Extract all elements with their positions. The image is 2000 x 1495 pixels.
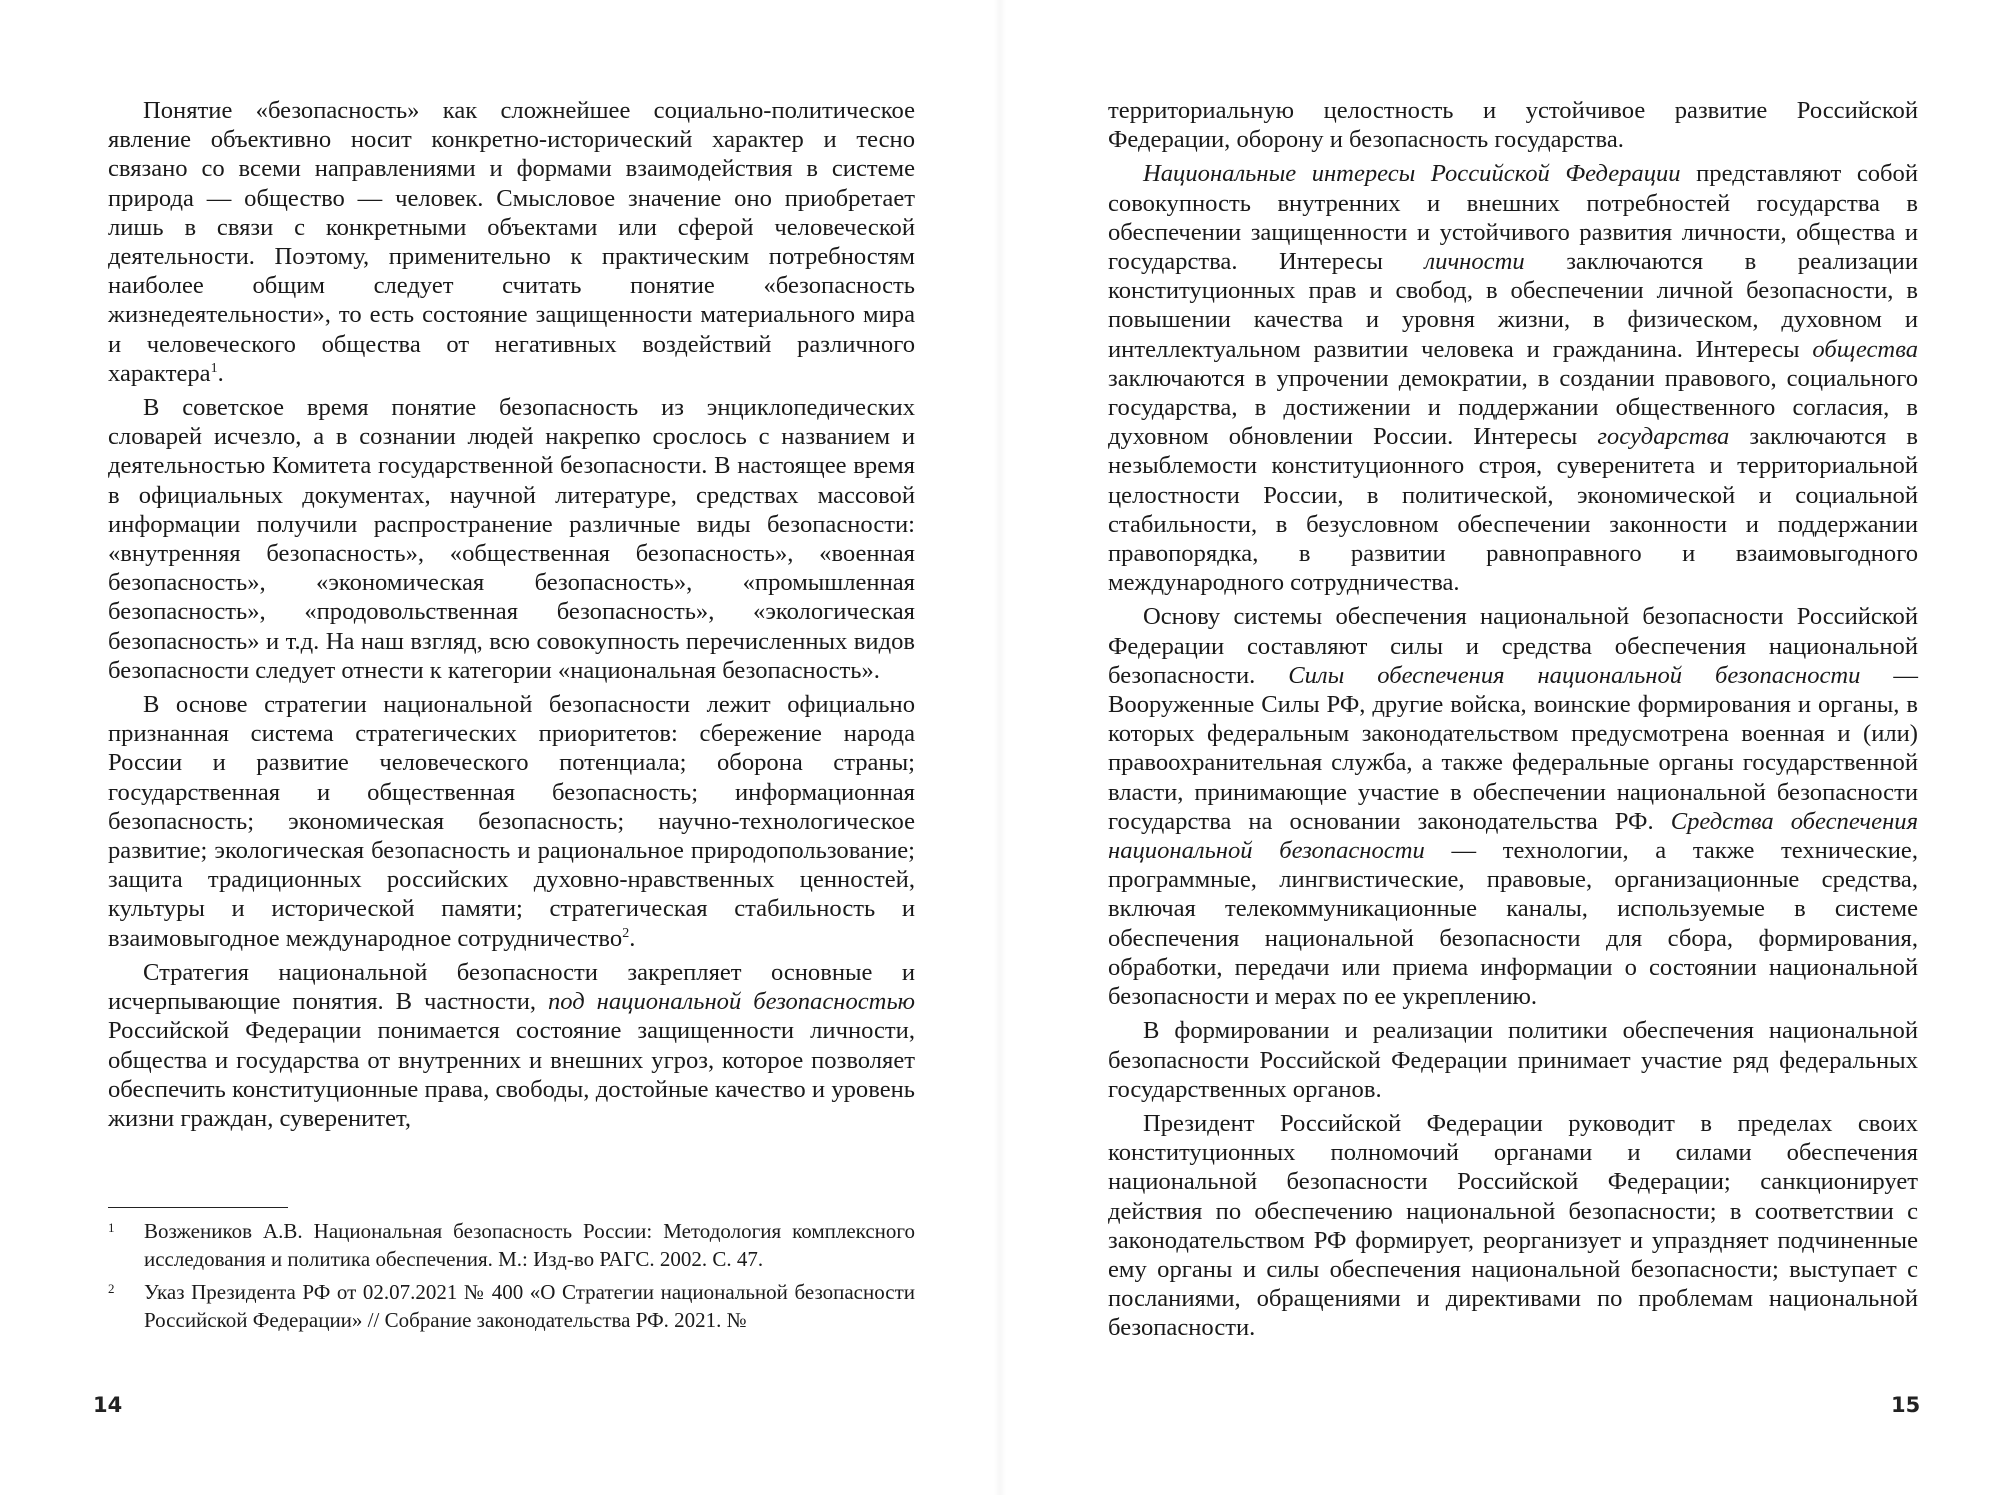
- paragraph-policy: В формировании и реализации политики обеспечения национальной безопасности Российской Федерации принимает участие ряд федеральных государственных органов.: [1108, 1017, 1918, 1103]
- paragraph-continued: территориальную целостность и устойчивое развитие Российской Федерации, оборону и безопасность государства.: [1108, 97, 1918, 154]
- footnote-text: Возжеников А.В. Национальная безопасность России: Методология комплексного исследования и политика обеспечения. М.: Изд-во РАГС. 2002. С. 47.: [144, 1219, 915, 1271]
- paragraph-national-interests: Национальные интересы Российской Федерации представляют собой совокупность внутренних и внешних потребностей государства в обеспечении защищенности и устойчивого развития личности, общества и государства. Интересы личности заключаются в реализации конституционных прав и свобод, в обеспечении личной безопасности, в повышении качества и уровня жизни, в физическом, духовном и интеллектуальном развитии человека и гражданина. Интересы общества заключаются в упрочении демократии, в создании правового, социального государства, в достижении и поддержании общественного согласия, в духовном обновлении России. Интересы государства заключаются в незыблемости конституционного строя, суверенитета и территориальной целостности России, в политической, экономической и социальной стабильности, в безусловном обеспечении законности и поддержании правопорядка, в развитии равноправного и взаимовыгодного международного сотрудничества.: [1108, 160, 1919, 597]
- footnote-ref-1[interactable]: 1: [210, 360, 218, 376]
- footnotes: [108, 1218, 915, 1340]
- footnote-2: [108, 1279, 915, 1334]
- left-page-body: [108, 96, 915, 1138]
- paragraph-security-system: Основу системы обеспечения национальной безопасности Российской Федерации составляют силы и средства обеспечения национальной безопасности. Силы обеспечения национальной безопасности — Вооруженные Силы РФ, другие войска, воинские формирования и органы, в которых федеральным законодательством предусмотрена военная и (или) правоохранительная служба, а также федеральные органы государственной власти, принимающие участие в обеспечении национальной безопасности государства на основании законодательства РФ. Средства обеспечения национальной безопасности — технологии, а также технические, программные, лингвистические, правовые, организационные средства, включая телекоммуникационные каналы, используемые в системе обеспечения национальной безопасности для сбора, формирования, обработки, передачи или приема информации о состоянии национальной безопасности и мерах по ее укреплению.: [1108, 603, 1919, 1011]
- page-number-left: 14: [93, 1393, 123, 1417]
- footnote-number: 1: [108, 1220, 115, 1235]
- footnote-1: [108, 1218, 915, 1273]
- footnote-ref-2[interactable]: 2: [622, 925, 630, 941]
- right-page: [1000, 0, 2000, 1495]
- paragraph-president: Президент Российской Федерации руководит в пределах своих конституционных полномочий органами и силами обеспечения национальной безопасности Российской Федерации; санкционирует действия по обеспечению национальной безопасности; в соответствии с законодательством РФ формирует, реорганизует и упраздняет подчиненные ему органы и силы обеспечения национальной безопасности; выступает с посланиями, обращениями и директивами по проблемам национальной безопасности.: [1108, 1109, 1918, 1342]
- paragraph-3: В основе стратегии национальной безопасности лежит официально признанная система стратегических приоритетов: сбережение народа России и развитие человеческого потенциала; оборона страны; государственная и общественная безопасность; информационная безопасность; экономическая безопасность; научно-технологическое развитие; экологическая безопасность и рациональное природопользование; защита традиционных российских духовно-нравственных ценностей, культуры и исторической памяти; стратегическая стабильность и взаимовыгодное международное сотрудничество$^2$.: [108, 691, 915, 952]
- footnote-separator: [108, 1207, 288, 1208]
- paragraph-4: Стратегия национальной безопасности закрепляет основные и исчерпывающие понятия. В частности, под национальной безопасностью Российской Федерации понимается состояние защищенности личности, общества и государства от внутренних и внешних угроз, которое позволяет обеспечить конституционные права, свободы, достойные качество и уровень жизни граждан, суверенитет,: [108, 958, 915, 1132]
- paragraph-2: В советское время понятие безопасность из энциклопедических словарей исчезло, а в сознании людей накрепко срослось с названием и деятельностью Комитета государственной безопасности. В настоящее время в официальных документах, научной литературе, средствах массовой информации получили распространение различные виды безопасности: «внутренняя безопасность», «общественная безопасность», «военная безопасность», «экономическая безопасность», «промышленная безопасность», «продовольственная безопасность», «экологическая безопасность» и т.д. На наш взгляд, всю совокупность перечисленных видов безопасности следует отнести к категории «национальная безопасность».: [108, 394, 915, 684]
- page-number-right: 15: [1891, 1393, 1921, 1417]
- paragraph-1: Понятие «безопасность» как сложнейшее социально-политическое явление объективно носит конкретно-исторический характер и тесно связано со всеми направлениями и формами взаимодействия в системе природа — общество — человек. Смысловое значение оно приобретает лишь в связи с конкретными объектами или сферой человеческой деятельности. Поэтому, применительно к практическим потребностям наиболее общим следует считать понятие «безопасность жизнедеятельности», то есть состояние защищенности материального мира и человеческого общества от негативных воздействий различного характера$^1$.: [108, 97, 915, 387]
- footnote-number: 2: [108, 1281, 115, 1296]
- footnote-text: Указ Президента РФ от 02.07.2021 № 400 «О Стратегии национальной безопасности Российской Федерации» // Собрание законодательства РФ. 2021. №: [144, 1280, 915, 1332]
- right-page-body: [1108, 96, 1918, 1348]
